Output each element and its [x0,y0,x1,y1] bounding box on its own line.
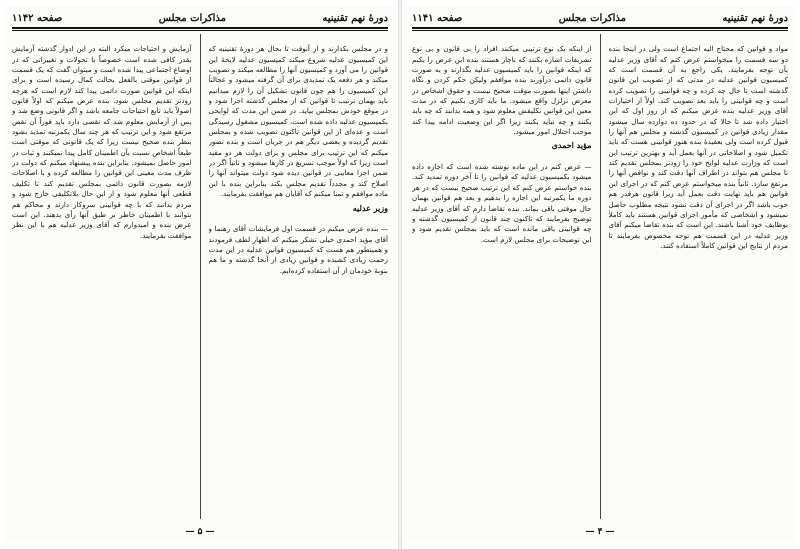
left-col-right [209,34,389,519]
right-page-folio: — ۴ — [585,527,615,537]
left-header-rule [12,27,388,29]
left-col-left [12,34,192,519]
left-header-center: مذاکرات مجلس [158,12,226,24]
left-running-head [12,10,388,26]
right-col-left-text: از اینکه یک نوع ترتیبی میکنند افراد را بی قانون و بی نوع تشریفات اشاره بکنند که ناچار هستند بنده این عرض را بکنم که اینکه قوانین را باید کمیسیون عدلیه بگذارند و به صورت قانون دائمی درآورند بنده موافقم ولیکن حکم کردن و نگاه داشتن اینها بصورت موقت صحیح نیست و حقوق اشخاص در معرض تزلزل واقع میشود. ما باید کاری بکنیم که در مدت معین این قوانین تکلیفش معلوم شود و همه بدانند که چه باید بکنند و چه نباید بکنند زیرا اگر این وضعیت ادامه پیدا کند موجب اختلال امور میشود. [412,44,592,137]
right-header-rule-thin [412,30,788,31]
left-page [4,6,396,543]
right-col-left-after: — عرض کنم در این ماده نوشته شده است که اجازه داده میشود بکمیسیون عدلیه که قوانین را تا آخر دوره تمدید کند. بنده خواستم عرض کنم که این ترتیب صحیح نیست که در هر دوره ما یکمرتبه این اجازه را بدهیم و بعد هم قوانین بهمان حال موقتی باقی بماند. بنده تقاضا دارم که آقای وزیر عدلیه توضیح بفرمایند که تاکنون چند قانون از کمیسیون گذشته و چه قوانینی باقی مانده است که باید بمجلس تقدیم شود و این توضیحات برای مجلس لازم است. [412,162,592,244]
right-col-left [412,34,592,519]
left-column-divider [200,34,201,519]
left-header-outer: دورهٔ نهم تقنینیه [322,12,388,24]
right-col-right-text: مواد و قوانین که محتاج الیه اجتماع است ولی در اینجا بنده دو سه قسمت را میخواستم عرض کنم که آقای وزیر عدلیه بآن توجه بفرمایند. یکی راجع به آن قسمت است که کمیسیون قوانین عدلیه در مدتی که از تصویب این قانون گذشته است تا حال چه کرده و چه قوانینی را تصویب کرده است و چه قوانینی را باید بعد تصویب کند. اولاً از اختیارات آقای وزیر عدلیه بنده عرض میکنم که از روز اول که این اختیار داده شد تا حالا که در حدود ده دوازده سال میشود مقدار زیادی قوانین در کمیسیون گذشته و مجلس هم آنها را قبول کرده است ولی بعقیدهٔ بنده هنوز قوانینی هست که باید تکمیل شود و اصلاحاتی در آنها بعمل آید و بهترین ترتیب این است که وزارت عدلیه لوایح خود را زودتر بمجلس تقدیم کند تا مجلس هم بتواند در اطراف آنها دقت کند و نواقص آنها را مرتفع سازد. ثانیاً بنده میخواستم عرض کنم که در اجرای این قوانین هم باید نهایت دقت بعمل آید زیرا قانون هرقدر هم خوب باشد اگر در اجرای آن دقت نشود نتیجه مطلوب حاصل نمیشود و اشخاصی که مأمور اجرای قوانین هستند باید کاملاً بوظایف خود آشنا باشند. این است که بنده تقاضا میکنم آقای وزیر عدلیه در این قسمت هم توجه مخصوص بفرمایند تا مردم از نتایج این قوانین کاملاً استفاده کنند. [608,44,788,250]
right-page [404,6,796,543]
left-header-rule-thin [12,30,388,31]
left-col-right-after: — بنده عرض میکنم در قسمت اول فرمایشات آقای رهنما و آقای مؤید احمدی خیلی تشکر میکنم که اظهار لطف فرمودند و همینطور هم هست که کمیسیون قوانین عدلیه در این مدت زحمت زیادی کشیده و قوانین زیادی از آنجا گذشته و ما هم بنوبهٔ خودمان از آن استفاده کرده‌ایم. [208,224,388,275]
right-header-rule [412,27,788,29]
right-columns [412,34,788,519]
right-header-center: مذاکرات مجلس [558,12,626,24]
left-page-folio: — ۵ — [185,527,215,537]
book-gutter [398,0,402,549]
right-running-head [412,10,788,26]
left-col-left-text: آزمایش و احتیاجات میکرد البته در این ادوار گذشته آزمایش بقدر کافی شده است خصوصاً با تحولات و تغییراتی که در اوضاع اجتماعی پیدا شده است و میتوان گفت که یک قسمت از قوانین موقتی بالفعل بحالت کمال رسیده است و برای اینکه این قوانین صورت دائمی پیدا کند لازم است که هرچه زودتر تقدیم مجلس شود. بنده عرض میکنم که اولاً قانون اصولاً باید تابع احتیاجات جامعه باشد و اگر قانونی وضع شد و پس از آزمایش معلوم شد که نقصی دارد باید فوراً آن نقص مرتفع شود و این ترتیب که هر چند سال یکمرتبه تمدید بشود بنظر بنده صحیح نیست زیرا که یک قانونی که موقتی است طبعاً اشخاص نسبت بآن اطمینان کامل پیدا نمیکنند و ثبات در امور حاصل نمیشود. بنابراین بنده پیشنهاد میکنم که دولت در ظرف مدت معینی این قوانین را مطالعه کرده و با اصلاحات لازمه بصورت قانون دائمی بمجلس تقدیم کند تا تکلیف قطعی آنها معلوم شود و از این حال بلاتکلیفی خارج شود و مردم بدانند که با چه قوانینی سروکار دارند و محاکم هم بتوانند با اطمینان خاطر بر طبق آنها رأی بدهند. این است عرض بنده و امیدوارم که آقای وزیر عدلیه هم با این نظر موافقت بفرمایند. [12,44,192,240]
speaker-heading: وزیر عدلیه [352,202,388,213]
left-header-folio: صفحه ۱۱۴۲ [12,12,63,24]
right-col-right [609,34,789,519]
right-header-outer: دورهٔ نهم تقنینیه [722,12,788,24]
left-col-right-text: و در مجلس بکذارند و از آنوقت تا بحال هر دورهٔ تقنینیه که این کمیسیون عدلیه شروع میکند کمیسیون عدلیه لایحهٔ این قوانین را می آورد و کمیسیون آنها را مطالعه میکند و تصویب میکند و هر دفعه یک تمدیدی برای آن گرفته میشود و عجالتاً این کمیسیون را هم چون قانون تشکیل آن را لازم میدانیم باید بهمان ترتیب تا قوانین که از مجلس گذشته اجرا شود و در موقع خودش بمجلس بیاید. در ضمن این مدت که لوایحی بکمیسیون عدلیه داده شده است، کمیسیون مشغول رسیدگی است و عده‌ای از این قوانین تاکنون تصویب شده و بمجلس تقدیم گردیده و بعضی دیگر هم در جریان است و بنده تصور میکنم که این ترتیب برای مجلس و برای دولت هر دو مفید است زیرا که اولاً موجب تسریع در کارها میشود و ثانیاً اگر در ضمن اجرا معایبی در قوانین دیده شود دولت میتواند آنها را اصلاح کند و مجدداً تقدیم مجلس بکند بنابراین بنده با این ماده موافقم و تمنا میکنم که آقایان هم موافقت بفرمایند. [208,44,388,199]
right-header-folio: صفحه ۱۱۴۱ [412,12,463,24]
right-column-divider [600,34,601,519]
left-columns [12,34,388,519]
speaker-heading: مؤید احمدی [551,140,592,151]
